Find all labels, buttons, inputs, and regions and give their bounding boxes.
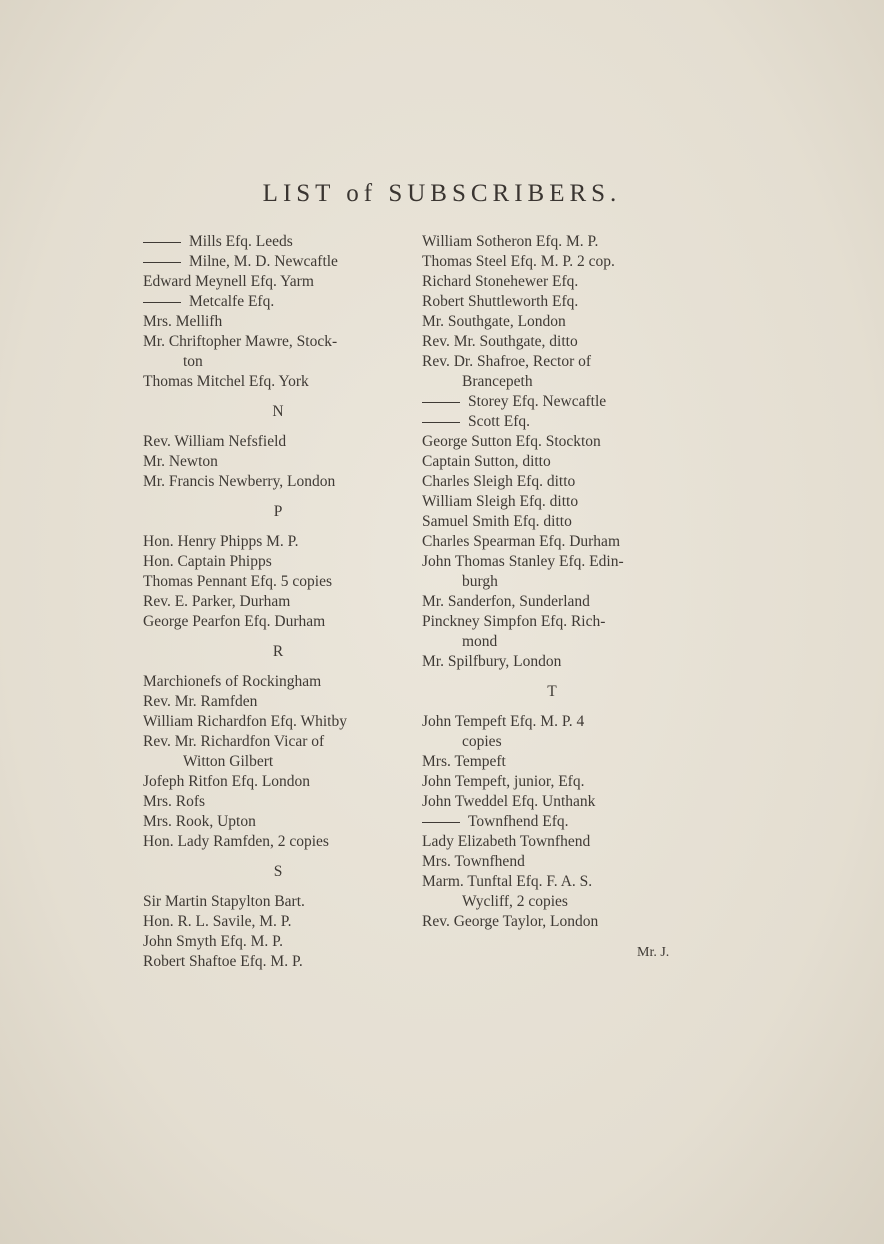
subscriber-name-continuation: Witton Gilbert [183, 753, 274, 770]
subscriber-name: Marm. Tunftal Efq. F. A. S. [422, 873, 593, 890]
section-t [422, 712, 697, 932]
subscriber-name: William Sotheron Efq. M. P. [422, 233, 599, 250]
section-letter-p: P [273, 503, 283, 520]
subscriber-name: Mrs. Rook, Upton [143, 813, 256, 830]
subscriber-entry [143, 692, 413, 712]
subscriber-entry [422, 452, 697, 472]
subscriber-entry [422, 472, 697, 492]
subscriber-name: Mr. Chriftopher Mawre, Stock- [143, 333, 338, 350]
subscriber-name: William Sleigh Efq. ditto [422, 493, 579, 510]
subscriber-entry [422, 752, 697, 772]
subscriber-entry [143, 532, 413, 552]
subscriber-name: Rev. George Taylor, London [422, 913, 599, 930]
subscriber-name: Mr. Francis Newberry, London [143, 473, 336, 490]
subscriber-name: Captain Sutton, ditto [422, 453, 551, 470]
subscriber-entry [422, 832, 697, 852]
subscriber-name-continuation: Brancepeth [462, 373, 533, 390]
section-p [143, 532, 413, 632]
subscriber-entry [143, 932, 413, 952]
subscriber-entry [143, 712, 413, 732]
subscriber-entry [422, 232, 697, 252]
ditto-dash [143, 242, 181, 243]
subscriber-entry [143, 232, 413, 252]
subscriber-name: Rev. Dr. Shafroe, Rector of [422, 353, 592, 370]
subscriber-name: Richard Stonehewer Efq. [422, 273, 579, 290]
subscriber-name: Edward Meynell Efq. Yarm [143, 273, 314, 290]
subscriber-name: George Pearfon Efq. Durham [143, 613, 326, 630]
subscriber-name: George Sutton Efq. Stockton [422, 433, 601, 450]
subscriber-name-continuation: mond [462, 633, 498, 650]
section-s-continued [422, 232, 697, 672]
subscriber-name: John Smyth Efq. M. P. [143, 933, 283, 950]
subscriber-entry [143, 832, 413, 852]
subscriber-name: Samuel Smith Efq. ditto [422, 513, 572, 530]
subscriber-entry [422, 292, 697, 312]
subscriber-entry [143, 572, 413, 592]
subscriber-entry [143, 892, 413, 912]
ditto-dash [422, 822, 460, 823]
subscriber-entry [422, 592, 697, 612]
subscriber-name-continuation: burgh [462, 573, 498, 590]
subscriber-entry [143, 312, 413, 332]
section-letter-r: R [272, 643, 284, 660]
subscriber-name: Charles Spearman Efq. Durham [422, 533, 620, 550]
subscriber-name: Mrs. Tempeft [422, 753, 506, 770]
subscriber-name: Rev. Mr. Southgate, ditto [422, 333, 578, 350]
subscriber-entry [422, 872, 697, 912]
section-r [143, 672, 413, 852]
subscriber-entry [143, 432, 413, 452]
right-column [422, 232, 697, 932]
subscriber-name: Mills Efq. Leeds [189, 233, 293, 250]
catchword: Mr. J. [637, 945, 670, 960]
subscriber-entry [422, 712, 697, 752]
subscriber-entry [143, 372, 413, 392]
subscriber-name: Mrs. Rofs [143, 793, 206, 810]
section-s [143, 892, 413, 972]
subscriber-name: Townfhend Efq. [468, 813, 569, 830]
subscriber-name: Rev. Mr. Richardfon Vicar of [143, 733, 325, 750]
subscriber-entry [422, 652, 697, 672]
subscriber-name: Sir Martin Stapylton Bart. [143, 893, 305, 910]
subscriber-entry [143, 292, 413, 312]
subscriber-entry [422, 252, 697, 272]
subscriber-entry [143, 272, 413, 292]
subscriber-entry [422, 792, 697, 812]
subscriber-entry [143, 332, 413, 372]
subscriber-name: Jofeph Ritfon Efq. London [143, 773, 311, 790]
subscriber-name-continuation: copies [462, 733, 502, 750]
subscriber-entry [422, 392, 697, 412]
subscriber-name: Thomas Steel Efq. M. P. 2 cop. [422, 253, 615, 270]
subscriber-name: Lady Elizabeth Townfhend [422, 833, 591, 850]
subscriber-name: Metcalfe Efq. [189, 293, 275, 310]
subscriber-entry [143, 792, 413, 812]
subscriber-entry [143, 452, 413, 472]
subscriber-name: Mrs. Mellifh [143, 313, 223, 330]
section-letter-t: T [547, 683, 557, 700]
left-column [143, 232, 413, 972]
subscriber-name: Scott Efq. [468, 413, 530, 430]
ditto-dash [143, 302, 181, 303]
subscriber-name: John Tempeft, junior, Efq. [422, 773, 585, 790]
subscriber-entry [422, 312, 697, 332]
subscriber-name: Hon. Henry Phipps M. P. [143, 533, 299, 550]
subscriber-entry [143, 552, 413, 572]
subscriber-entry [143, 912, 413, 932]
subscriber-name: William Richardfon Efq. Whitby [143, 713, 347, 730]
subscriber-entry [422, 432, 697, 452]
subscriber-name: Marchionefs of Rockingham [143, 673, 322, 690]
subscriber-name: Storey Efq. Newcaftle [468, 393, 607, 410]
subscriber-entry [422, 812, 697, 832]
ditto-dash [143, 262, 181, 263]
subscriber-name: Hon. Lady Ramfden, 2 copies [143, 833, 329, 850]
subscriber-entry [143, 672, 413, 692]
subscriber-name: Robert Shuttleworth Efq. [422, 293, 579, 310]
subscriber-name: Hon. Captain Phipps [143, 553, 272, 570]
subscriber-entry [143, 952, 413, 972]
subscriber-name: Mr. Southgate, London [422, 313, 566, 330]
subscriber-entry [143, 612, 413, 632]
subscriber-name: Mr. Spilfbury, London [422, 653, 562, 670]
subscriber-name: John Tempeft Efq. M. P. 4 [422, 713, 585, 730]
subscriber-entry [143, 252, 413, 272]
ditto-dash [422, 402, 460, 403]
subscriber-entry [422, 512, 697, 532]
subscriber-entry [143, 472, 413, 492]
subscriber-name: Pinckney Simpfon Efq. Rich- [422, 613, 606, 630]
subscriber-entry [422, 272, 697, 292]
subscriber-name: Rev. E. Parker, Durham [143, 593, 291, 610]
subscriber-entry [422, 912, 697, 932]
section-letter-n: N [272, 403, 284, 420]
subscriber-name-continuation: Wycliff, 2 copies [462, 893, 568, 910]
subscriber-entry [422, 492, 697, 512]
subscriber-name: Milne, M. D. Newcaftle [189, 253, 338, 270]
subscriber-name-continuation: ton [183, 353, 203, 370]
subscriber-entry [422, 552, 697, 592]
subscriber-entry [422, 612, 697, 652]
subscriber-name: Mrs. Townfhend [422, 853, 525, 870]
subscriber-name: Mr. Sanderfon, Sunderland [422, 593, 590, 610]
subscriber-name: Charles Sleigh Efq. ditto [422, 473, 576, 490]
section-letter-s: S [273, 863, 283, 880]
subscriber-name: Rev. William Nefsfield [143, 433, 287, 450]
subscriber-name: Thomas Mitchel Efq. York [143, 373, 309, 390]
subscriber-entry [143, 812, 413, 832]
subscriber-entry [422, 772, 697, 792]
subscriber-entry [143, 592, 413, 612]
subscriber-name: Thomas Pennant Efq. 5 copies [143, 573, 332, 590]
section-m-continued [143, 232, 413, 392]
subscriber-entry [422, 332, 697, 352]
subscriber-entry [422, 532, 697, 552]
subscriber-entry [143, 772, 413, 792]
subscriber-entry [422, 852, 697, 872]
subscriber-entry [422, 412, 697, 432]
ditto-dash [422, 422, 460, 423]
subscriber-entry [422, 352, 697, 392]
subscriber-name: John Tweddel Efq. Unthank [422, 793, 596, 810]
subscriber-name: Mr. Newton [143, 453, 218, 470]
subscriber-name: John Thomas Stanley Efq. Edin- [422, 553, 624, 570]
subscriber-entry [143, 732, 413, 772]
page-title: LIST of SUBSCRIBERS. [262, 180, 622, 207]
subscriber-name: Rev. Mr. Ramfden [143, 693, 258, 710]
subscriber-name: Hon. R. L. Savile, M. P. [143, 913, 292, 930]
section-n [143, 432, 413, 492]
subscriber-name: Robert Shaftoe Efq. M. P. [143, 953, 303, 970]
